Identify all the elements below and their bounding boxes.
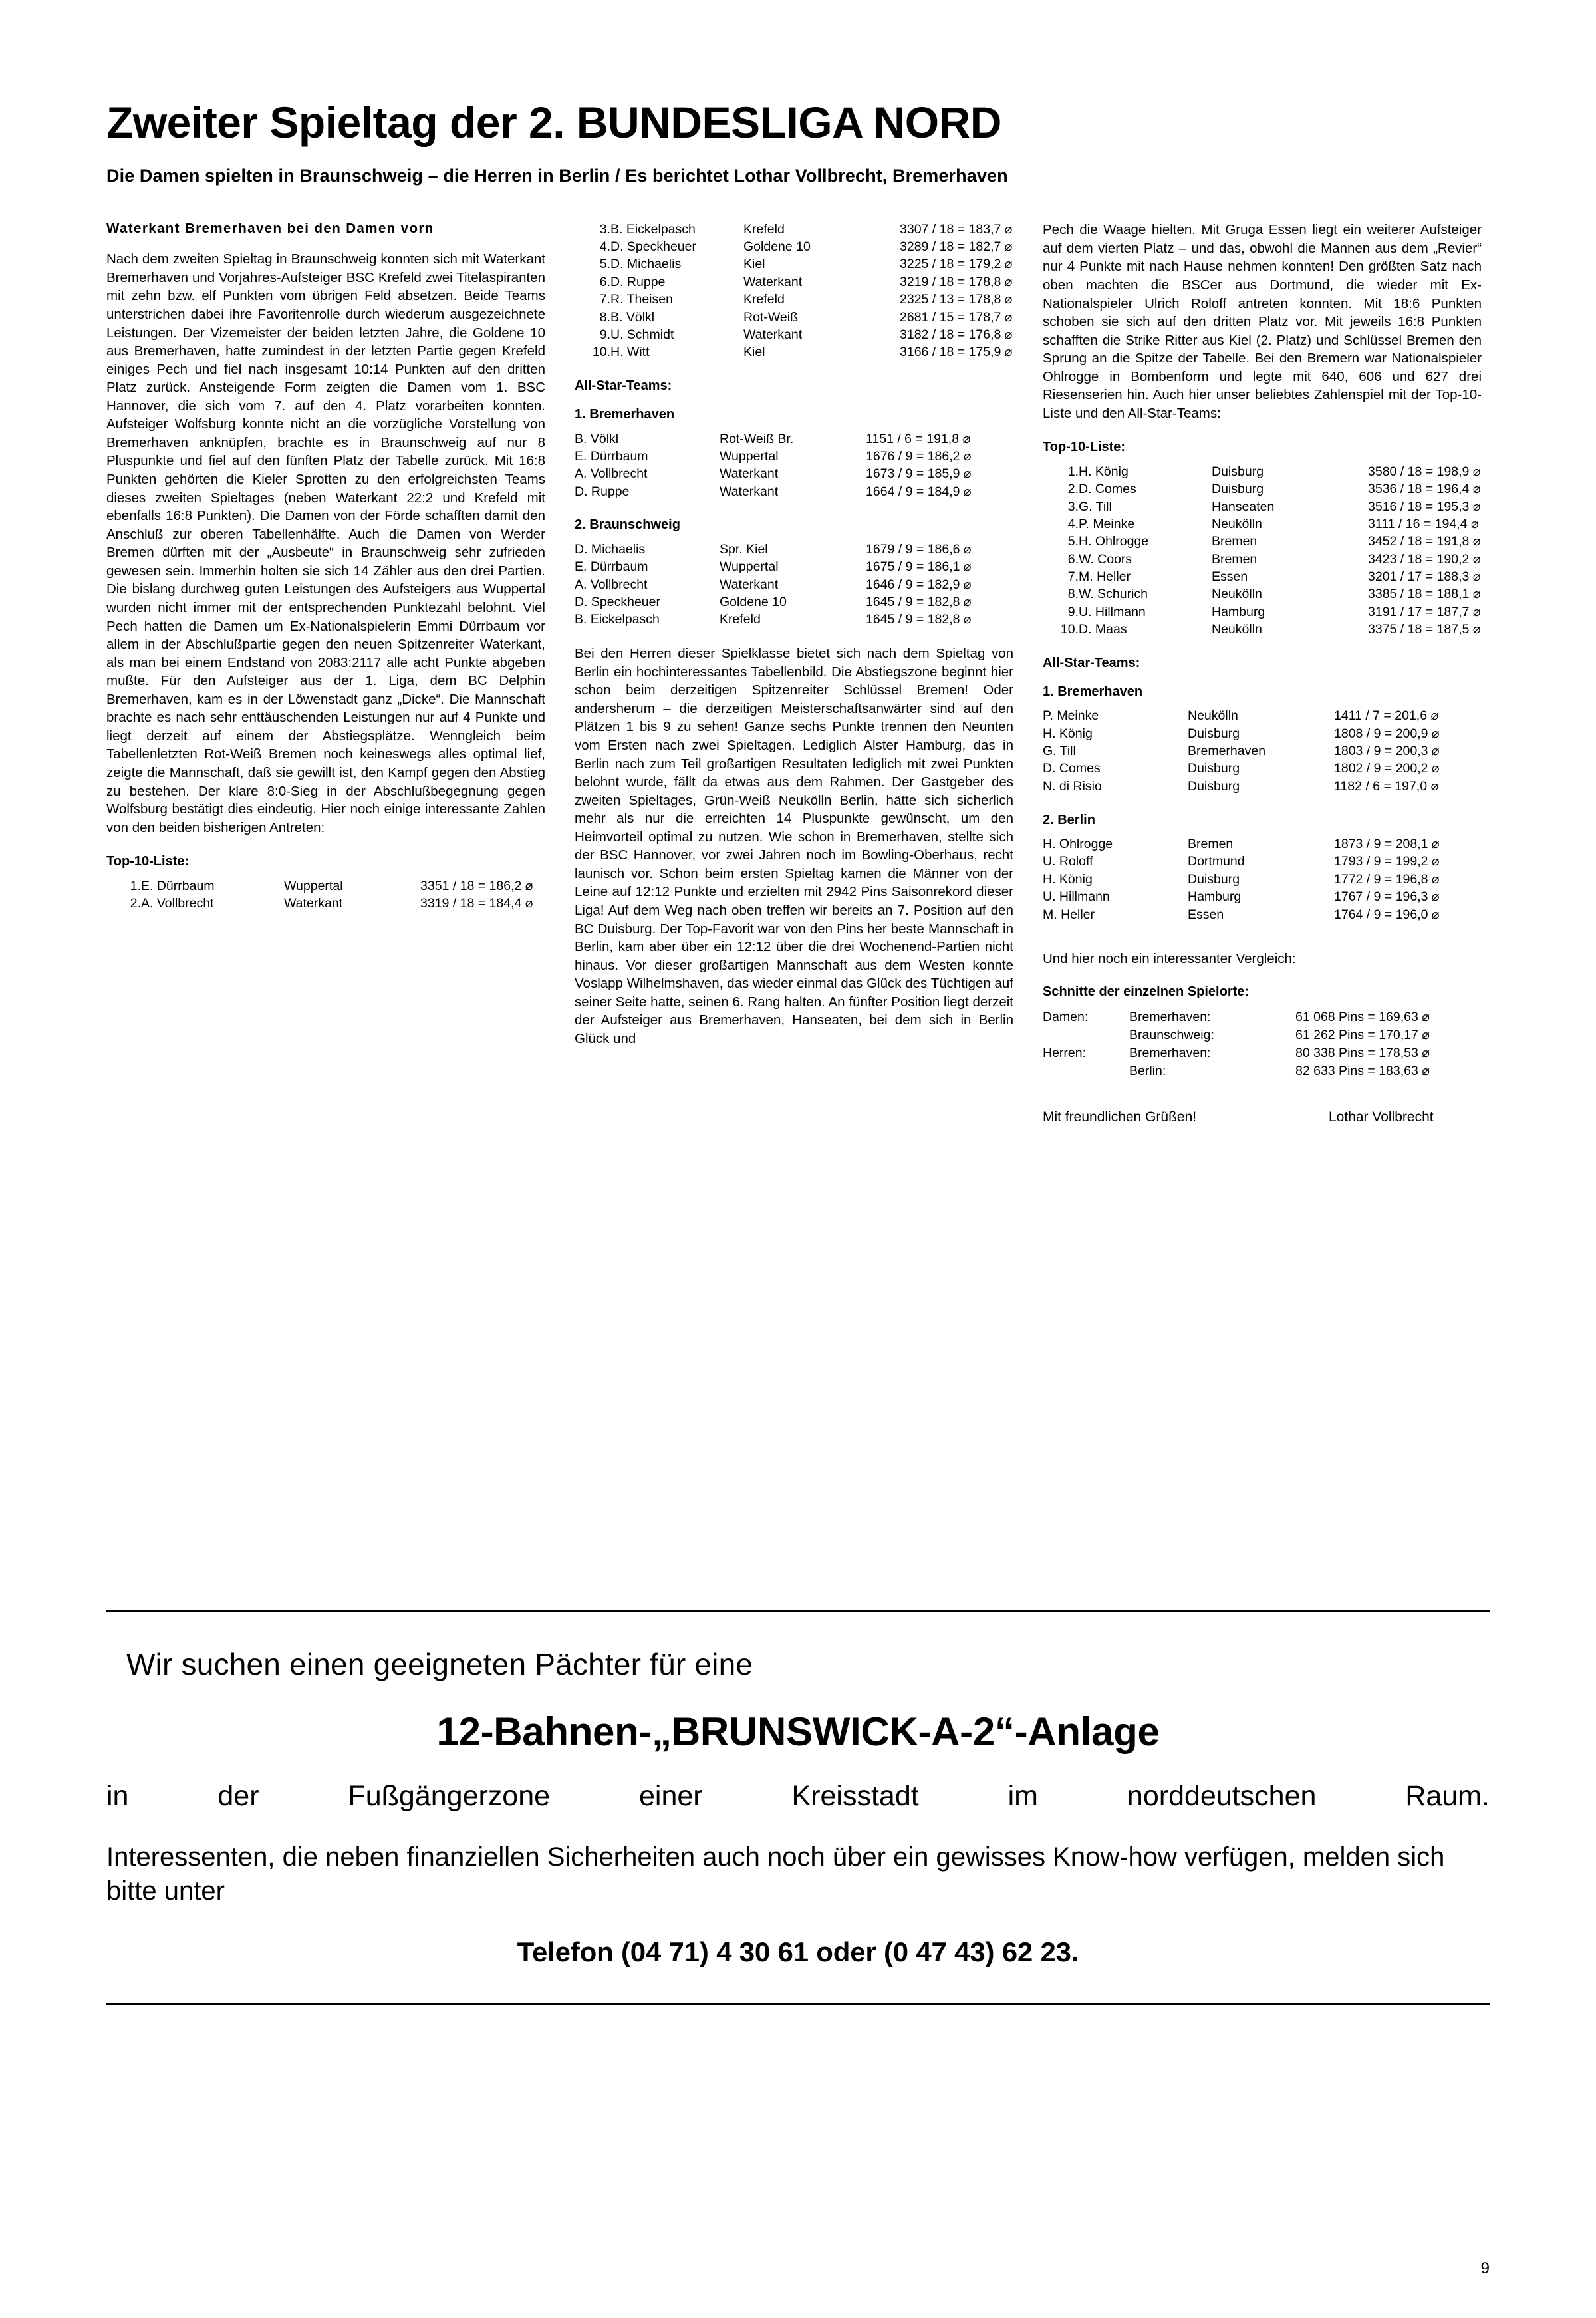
score: 3452 / 18 = 191,8 ⌀	[1368, 534, 1481, 549]
club-name: Goldene 10	[743, 239, 811, 255]
club-name: Rot-Weiß Br.	[720, 431, 794, 446]
table-row	[1043, 498, 1482, 515]
top10-table-damen-part1	[106, 877, 545, 913]
score: 3375 / 18 = 187,5 ⌀	[1368, 622, 1481, 637]
table-row	[1043, 725, 1482, 742]
score: 3201 / 17 = 188,3 ⌀	[1368, 569, 1481, 585]
club-name: Kiel	[743, 257, 765, 272]
club-name: Duisburg	[1212, 482, 1264, 497]
club-name: Waterkant	[720, 466, 779, 482]
table-row	[575, 430, 1013, 448]
allstar-heading-herren: All-Star-Teams:	[1043, 655, 1140, 670]
player-name: B. Eickelpasch	[575, 612, 660, 627]
top10-heading-damen: Top-10-Liste:	[106, 854, 190, 869]
score: 1411 / 7 = 201,6 ⌀	[1334, 708, 1439, 724]
player-name: G. Till	[1043, 744, 1076, 759]
city-label: Braunschweig:	[1129, 1027, 1214, 1042]
score: 1645 / 9 = 182,8 ⌀	[866, 594, 972, 609]
player-name: A. Vollbrecht	[575, 577, 648, 592]
allstar-heading-damen: All-Star-Teams:	[575, 378, 672, 394]
club-name: Neukölln	[1212, 622, 1262, 637]
rank: 6.	[599, 274, 610, 289]
player-name: D. Comes	[1043, 761, 1101, 776]
city-label: Berlin:	[1129, 1064, 1166, 1079]
table-row	[575, 483, 1013, 500]
advertisement	[106, 1610, 1490, 2005]
rank: 7.	[1067, 569, 1079, 585]
column-3	[1043, 221, 1482, 1125]
vergleich-intro: Und hier noch ein interessanter Vergleich:	[1043, 951, 1296, 967]
ad-line-3: in der Fußgängerzone einer Kreisstadt im norddeutschen Raum.	[106, 1780, 1490, 1812]
section-heading-damen: Waterkant Bremerhaven bei den Damen vorn	[106, 221, 434, 237]
table-row	[1043, 1062, 1430, 1080]
table-row	[575, 611, 1013, 629]
allstar-team1-heading-damen: 1. Bremerhaven	[575, 407, 675, 422]
player-name: D. Maas	[1079, 622, 1127, 637]
player-name: D. Comes	[1079, 482, 1136, 497]
column-2-body: Bei den Herren dieser Spielklasse bietet sich nach dem Spieltag von Berlin ein hochinteressantes Tabellenbild. Die Abstiegszone beginnt hier schon beim derzeitigen Spitzenreiter Schlüssel Bremen! Oder andersherum – die derzeitigen Meisterschaftsanwärter sind auf den Plätzen 1 bis 9 zu sehen! Ganze sechs Punkte trennen den Neunten vom Ersten nach zwei Spieltagen. Lediglich Alster Hamburg, das in Berlin nach zum Teil großartigen Resultaten lediglich mit zwei Punkten belohnt wurde, fällt da etwas aus dem Rahmen. Der Gastgeber des zweiten Spieltages, Grün-Weiß Neukölln Berlin, hätte sich sicherlich mehr als nur die erreichten 14 Pluspunkte gewünscht, um den Heimvorteil optimal zu nutzen. Wie schon in Bremerhaven, stellte sich der BSC Hannover, vor zwei Jahren noch im Bowling-Oberhaus, recht launisch vor. Schon beim ersten Spieltag kamen die Männer von der Leine auf 12:12 Punkte und erzielten mit 2942 Pins Saisonrekord dieser Liga! Auf dem Weg nach oben treffen wir bereits an 7. Position auf den BC Duisburg. Der Top-Favorit war von den Pins her beste Mannschaft in Berlin, kam aber über ein 12:12 über die drei Wochenend-Partien nicht hinaus. Vor dieser großartigen Mannschaft aus dem Westen konnte Voslapp Wilhelmshaven, das wieder einmal das Glück des Tüchtigen auf seiner Seite hatte, seinen 6. Rang halten. An fünfter Position liegt derzeit der Aufsteiger aus Bremerhaven, Hanseaten, bei dem sich in Berlin Glück und	[575, 646, 1013, 1046]
rank: 1.	[1067, 464, 1079, 479]
club-name: Goldene 10	[720, 594, 787, 609]
table-row	[1043, 1026, 1430, 1044]
player-name: N. di Risio	[1043, 778, 1102, 794]
group-label: Damen:	[1043, 1009, 1089, 1024]
player-name: H. König	[1043, 726, 1093, 741]
city-label: Bremerhaven:	[1129, 1046, 1211, 1061]
city-label: Bremerhaven:	[1129, 1009, 1211, 1024]
rank: 7.	[599, 292, 610, 307]
player-name: M. Heller	[1079, 569, 1131, 585]
rank: 9.	[599, 327, 610, 342]
table-row	[575, 466, 1013, 483]
player-name: H. Ohlrogge	[1043, 837, 1113, 852]
table-row	[575, 256, 1013, 273]
rank: 5.	[599, 257, 610, 272]
table-row	[575, 559, 1013, 576]
player-name: W. Schurich	[1079, 587, 1148, 602]
score: 1646 / 9 = 182,9 ⌀	[866, 577, 972, 592]
table-row	[1043, 516, 1482, 533]
club-name: Essen	[1212, 569, 1248, 585]
player-name: D. Michaelis	[610, 257, 682, 272]
table-row	[106, 895, 545, 913]
top10-heading-herren: Top-10-Liste:	[1043, 440, 1126, 455]
club-name: Hamburg	[1188, 889, 1242, 905]
club-name: Neukölln	[1212, 517, 1262, 532]
player-name: D. Speckheuer	[575, 594, 660, 609]
club-name: Bremen	[1188, 837, 1234, 852]
table-row	[1043, 1008, 1430, 1026]
score: 1675 / 9 = 186,1 ⌀	[866, 559, 972, 575]
table-row	[1043, 853, 1482, 871]
club-name: Hanseaten	[1212, 499, 1275, 514]
pins-value: 82 633 Pins = 183,63 ⌀	[1295, 1064, 1430, 1079]
club-name: Spr. Kiel	[720, 541, 768, 557]
score: 2325 / 13 = 178,8 ⌀	[900, 292, 1013, 307]
rank: 2.	[130, 896, 141, 911]
player-name: P. Meinke	[1043, 708, 1099, 724]
score: 1793 / 9 = 199,2 ⌀	[1334, 854, 1440, 869]
player-name: G. Till	[1079, 499, 1112, 514]
pins-value: 80 338 Pins = 178,53 ⌀	[1295, 1046, 1430, 1061]
page-title: Zweiter Spieltag der 2. BUNDESLIGA NORD	[106, 98, 1001, 147]
page-number: 9	[1480, 2259, 1490, 2277]
table-row	[1043, 586, 1482, 603]
top10-table-damen-part2	[575, 221, 1013, 361]
score: 3580 / 18 = 198,9 ⌀	[1368, 464, 1481, 479]
rank: 10.	[1060, 622, 1079, 637]
club-name: Duisburg	[1212, 464, 1264, 479]
table-row	[575, 309, 1013, 326]
score: 3219 / 18 = 178,8 ⌀	[900, 274, 1013, 289]
schnitte-table	[1043, 1008, 1430, 1080]
score: 1873 / 9 = 208,1 ⌀	[1334, 837, 1440, 852]
allstar-team2-heading-damen: 2. Braunschweig	[575, 517, 680, 533]
score: 3191 / 17 = 187,7 ⌀	[1368, 604, 1481, 619]
table-row	[1043, 708, 1482, 725]
table-row	[575, 593, 1013, 611]
table-row	[1043, 481, 1482, 498]
score: 3536 / 18 = 196,4 ⌀	[1368, 482, 1481, 497]
player-name: B. Völkl	[610, 309, 655, 325]
table-row	[1043, 551, 1482, 568]
score: 3111 / 16 = 194,4 ⌀	[1368, 517, 1479, 532]
club-name: Wuppertal	[720, 448, 779, 464]
table-row	[1043, 1044, 1430, 1062]
club-name: Bremen	[1212, 534, 1258, 549]
score: 3182 / 18 = 176,8 ⌀	[900, 327, 1013, 342]
player-name: U. Roloff	[1043, 854, 1093, 869]
table-row	[1043, 603, 1482, 621]
ad-line-1: Wir suchen einen geeigneten Pächter für eine	[126, 1647, 753, 1681]
schnitte-heading: Schnitte der einzelnen Spielorte:	[1043, 984, 1250, 1000]
club-name: Waterkant	[743, 274, 803, 289]
rank: 4.	[599, 239, 610, 255]
score: 1673 / 9 = 185,9 ⌀	[866, 466, 972, 482]
score: 3516 / 18 = 195,3 ⌀	[1368, 499, 1481, 514]
table-row	[575, 344, 1013, 361]
rank: 10.	[592, 345, 610, 360]
score: 3351 / 18 = 186,2 ⌀	[420, 878, 533, 893]
table-row	[106, 877, 545, 895]
table-row	[1043, 778, 1482, 795]
rank: 5.	[1067, 534, 1079, 549]
table-row	[575, 448, 1013, 465]
club-name: Krefeld	[743, 292, 785, 307]
club-name: Bremerhaven	[1188, 744, 1266, 759]
player-name: H. König	[1043, 871, 1093, 887]
club-name: Waterkant	[720, 577, 779, 592]
score: 2681 / 15 = 178,7 ⌀	[900, 309, 1013, 325]
club-name: Essen	[1188, 907, 1224, 922]
score: 3423 / 18 = 190,2 ⌀	[1368, 551, 1481, 567]
column-1-body: Nach dem zweiten Spieltag in Braunschweig konnten sich mit Waterkant Bremerhaven und Vorjahres-Aufsteiger BSC Krefeld zwei Titelaspiranten mit zehn bzw. elf Punkten vom übrigen Feld absetzen. Beide Teams unterstrichen dabei ihre Favoritenrolle durch wiederum ausgezeichnete Leistungen. Der Vizemeister der beiden letzten Jahre, die Goldene 10 aus Bremerhaven, hatte zumindest in der letzten Partie gegen Krefeld einiges Pech und fiel nach insgesamt 10:14 Punkten auf den dritten Platz zurück. Ansteigende Form zeigten die Damen vom 1. BSC Hannover, die sich vom 7. auf den 4. Platz vorarbeiten konnten. Aufsteiger Wolfsburg konnte nicht an die vorzügliche Vorstellung von Bremerhaven anknüpfen, brachte es in Braunschweig auf nur 8 Pluspunkte und fiel auf den fünften Platz der Tabelle zurück. Mit 16:8 Punkten gehörten die Kieler Sprotten zu den erfolgreichsten Teams dieses zweiten Spieltages (neben Waterkant 22:2 und Krefeld mit ebenfalls 16:8 Punkten). Die Damen von der Förde schafften damit den Anschluß zur oberen Tabellenhälfte. Auch die Damen von Werder Bremen dürften mit der „Ausbeute“ in Braunschweig sehr zufrieden gewesen sein. Immerhin holten sie sich 14 Zähler aus den drei Partien. Die bislang durchweg guten Leistungen des Aufsteigers aus Wuppertal wurden nicht immer mit der entsprechenden Punktezahl belohnt. Viel Pech hatten die Damen um Ex-Nationalspielerin Emmi Dürrbaum vor allem in der Abschlußpartie gegen den neuen Spitzenreiter Waterkant, als man bei einem Endstand von 2083:2117 alle acht Punkte abgeben mußte. Für den Aufsteiger aus der 1. Liga, dem BC Delphin Bremerhaven, kam es in der Löwenstadt ganz „Dicke“. Die Mannschaft brachte es nach sehr enttäuschenden Leistungen nur auf 4 Punkte und liegt derzeit auf einem der Abstiegsplätze. Wenngleich beim Tabellenletzten Rot-Weiß Bremen noch keineswegs alles optimal lief, zeigte die Mannschaft, daß sie gewillt ist, den Kampf gegen den Abstieg zu bestehen. Der klare 8:0-Sieg in der Abschlußbegegnung gegen Wolfsburg bestätigt dies eindeutig. Hier noch einige interessante Zahlen von den beiden bisherigen Antreten:	[106, 251, 545, 835]
club-name: Waterkant	[720, 484, 779, 499]
score: 1679 / 9 = 186,6 ⌀	[866, 541, 972, 557]
rank: 2.	[1067, 482, 1079, 497]
group-label	[1043, 1026, 1129, 1044]
rank: 4.	[1067, 517, 1079, 532]
club-name: Neukölln	[1188, 708, 1238, 724]
player-name: E. Dürrbaum	[575, 448, 648, 464]
player-name: D. Speckheuer	[610, 239, 696, 255]
allstar-team2-table-damen	[575, 541, 1013, 629]
player-name: W. Coors	[1079, 551, 1132, 567]
rank: 9.	[1067, 604, 1079, 619]
table-row	[1043, 569, 1482, 586]
player-name: H. Witt	[610, 345, 650, 360]
table-row	[575, 291, 1013, 309]
score: 3166 / 18 = 175,9 ⌀	[900, 345, 1013, 360]
table-row	[575, 239, 1013, 256]
score: 3385 / 18 = 188,1 ⌀	[1368, 587, 1481, 602]
table-row	[1043, 621, 1482, 639]
column-2	[575, 221, 1013, 1048]
player-name: H. Ohlrogge	[1079, 534, 1149, 549]
player-name: P. Meinke	[1079, 517, 1135, 532]
divider-bottom	[106, 2003, 1490, 2005]
column-1	[106, 221, 545, 913]
player-name: D. Ruppe	[610, 274, 666, 289]
table-row	[1043, 906, 1482, 923]
ad-line-2-headline: 12-Bahnen-„BRUNSWICK-A-2“-Anlage	[436, 1709, 1160, 1754]
player-name: D. Michaelis	[575, 541, 646, 557]
divider-top	[106, 1610, 1490, 1612]
player-name: A. Vollbrecht	[141, 896, 214, 911]
score: 1664 / 9 = 184,9 ⌀	[866, 484, 972, 499]
group-label	[1043, 1062, 1129, 1080]
score: 3319 / 18 = 184,4 ⌀	[420, 896, 533, 911]
club-name: Bremen	[1212, 551, 1258, 567]
closing-line	[1043, 1109, 1482, 1125]
table-row	[1043, 533, 1482, 551]
score: 1676 / 9 = 186,2 ⌀	[866, 448, 972, 464]
player-name: B. Völkl	[575, 431, 619, 446]
player-name: M. Heller	[1043, 907, 1095, 922]
club-name: Hamburg	[1212, 604, 1265, 619]
rank: 8.	[1067, 587, 1079, 602]
score: 1808 / 9 = 200,9 ⌀	[1334, 726, 1440, 741]
top10-table-herren	[1043, 463, 1482, 638]
player-name: R. Theisen	[610, 292, 673, 307]
closing-author: Lothar Vollbrecht	[1329, 1109, 1434, 1125]
table-row	[1043, 463, 1482, 480]
club-name: Krefeld	[720, 612, 761, 627]
player-name: U. Hillmann	[1079, 604, 1146, 619]
player-name: H. König	[1079, 464, 1129, 479]
score: 1802 / 9 = 200,2 ⌀	[1334, 761, 1440, 776]
player-name: E. Dürrbaum	[141, 878, 215, 893]
table-row	[1043, 871, 1482, 888]
table-row	[575, 576, 1013, 593]
score: 3289 / 18 = 182,7 ⌀	[900, 239, 1013, 255]
group-label: Herren:	[1043, 1046, 1087, 1061]
table-row	[1043, 836, 1482, 853]
player-name: A. Vollbrecht	[575, 466, 648, 482]
score: 3307 / 18 = 183,7 ⌀	[900, 221, 1013, 237]
club-name: Wuppertal	[284, 878, 343, 893]
score: 1764 / 9 = 196,0 ⌀	[1334, 907, 1440, 922]
pins-value: 61 262 Pins = 170,17 ⌀	[1295, 1027, 1430, 1042]
score: 1803 / 9 = 200,3 ⌀	[1334, 744, 1440, 759]
rank: 8.	[599, 309, 610, 325]
table-row	[1043, 743, 1482, 760]
table-row	[575, 273, 1013, 291]
club-name: Duisburg	[1188, 871, 1240, 887]
player-name: U. Schmidt	[610, 327, 674, 342]
score: 3225 / 18 = 179,2 ⌀	[900, 257, 1013, 272]
rank: 6.	[1067, 551, 1079, 567]
club-name: Duisburg	[1188, 726, 1240, 741]
pins-value: 61 068 Pins = 169,63 ⌀	[1295, 1009, 1430, 1024]
rank: 3.	[599, 221, 610, 237]
table-row	[575, 541, 1013, 558]
club-name: Waterkant	[284, 896, 343, 911]
player-name: U. Hillmann	[1043, 889, 1110, 905]
club-name: Duisburg	[1188, 778, 1240, 794]
allstar-team2-heading-herren: 2. Berlin	[1043, 812, 1095, 827]
score: 1767 / 9 = 196,3 ⌀	[1334, 889, 1440, 905]
table-row	[575, 326, 1013, 343]
table-row	[1043, 760, 1482, 778]
score: 1772 / 9 = 196,8 ⌀	[1334, 871, 1440, 887]
table-row	[575, 221, 1013, 238]
score: 1151 / 6 = 191,8 ⌀	[866, 431, 971, 446]
allstar-team1-table-herren	[1043, 708, 1482, 796]
player-name: D. Ruppe	[575, 484, 630, 499]
allstar-team1-heading-herren: 1. Bremerhaven	[1043, 684, 1143, 699]
club-name: Duisburg	[1188, 761, 1240, 776]
ad-phone-number: Telefon (04 71) 4 30 61 oder (0 47 43) 62 23.	[517, 1936, 1079, 1968]
rank: 1.	[130, 878, 141, 893]
closing-greeting: Mit freundlichen Grüßen!	[1043, 1109, 1197, 1125]
club-name: Kiel	[743, 345, 765, 360]
club-name: Neukölln	[1212, 587, 1262, 602]
player-name: B. Eickelpasch	[610, 221, 696, 237]
player-name: E. Dürrbaum	[575, 559, 648, 575]
page-subtitle: Die Damen spielten in Braunschweig – die Herren in Berlin / Es berichtet Lothar Vollbrecht, Bremerhaven	[106, 166, 1008, 186]
club-name: Waterkant	[743, 327, 803, 342]
table-row	[1043, 889, 1482, 906]
club-name: Wuppertal	[720, 559, 779, 575]
ad-line-4: Interessenten, die neben finanziellen Sicherheiten auch noch über ein gewisses Know-how verfügen, melden sich bitte unter	[106, 1842, 1445, 1906]
column-3-body: Pech die Waage hielten. Mit Gruga Essen liegt ein weiterer Aufsteiger auf dem vierten Platz – und das, obwohl die Mannen aus dem „Revier“ nur 4 Punkte mit nach Hause nehmen konnten! Den größten Satz nach oben machten die BSCer aus Dortmund, die wieder mit Ex-Nationalspieler Ulrich Roloff antreten konnten. Mit 18:6 Punkten schoben sie sich auf den dritten Platz vor. Mit jeweils 16:8 Punkten schafften die Strike Ritter aus Kiel (2. Platz) und Schlüssel Bremen den Sprung an die Spitze der Tabelle. Bei den Bremern war Nationalspieler Ohlrogge in Bombenform und legte mit 640, 606 und 627 drei Riesenserien hin. Auch hier unser beliebtes Zahlenspiel mit der Top-10-Liste und den All-Star-Teams:	[1043, 222, 1482, 421]
score: 1645 / 9 = 182,8 ⌀	[866, 612, 972, 627]
rank: 3.	[1067, 499, 1079, 514]
club-name: Dortmund	[1188, 854, 1245, 869]
article-columns	[106, 221, 1490, 1125]
club-name: Krefeld	[743, 221, 785, 237]
score: 1182 / 6 = 197,0 ⌀	[1334, 778, 1439, 794]
allstar-team2-table-herren	[1043, 836, 1482, 924]
allstar-team1-table-damen	[575, 430, 1013, 500]
club-name: Rot-Weiß	[743, 309, 798, 325]
